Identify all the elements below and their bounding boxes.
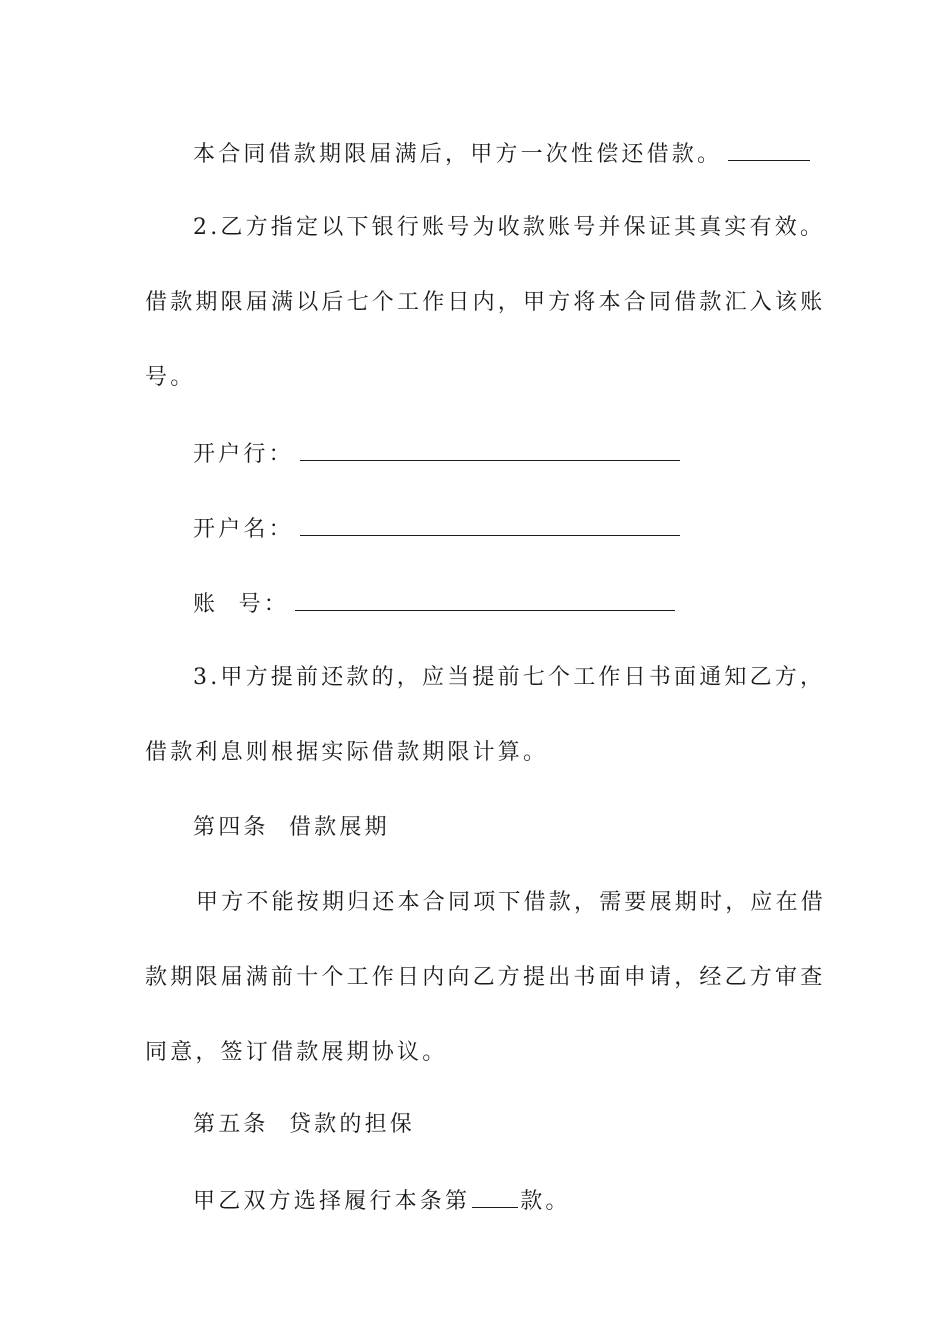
text: 3.甲方提前还款的，应当提前七个工作日书面通知乙方， — [193, 665, 826, 690]
article-5-line-1 — [193, 1185, 571, 1217]
article-4-line-3 — [145, 1038, 447, 1068]
paragraph-repayment — [193, 138, 810, 170]
text: 款期限届满前十个工作日内向乙方提出书面申请，经乙方审查 — [145, 965, 826, 990]
clause-2-line-1 — [193, 213, 825, 243]
text: 借款期限届满以后七个工作日内，甲方将本合同借款汇入该账 — [145, 290, 826, 315]
account-number-field — [193, 588, 675, 620]
clause-3-line-2 — [145, 738, 548, 768]
text: 本合同借款期限届满后，甲方一次性偿还借款。 — [193, 142, 723, 167]
article-4-line-1 — [196, 888, 826, 918]
fill-blank — [295, 588, 675, 611]
text: 借款利息则根据实际借款期限计算。 — [145, 740, 549, 765]
fill-blank — [472, 1185, 518, 1208]
text: 甲方不能按期归还本合同项下借款，需要展期时，应在借 — [196, 890, 827, 915]
article-4-heading — [193, 813, 390, 843]
bank-name-field — [193, 438, 680, 470]
fill-blank — [300, 438, 680, 461]
text: 同意，签订借款展期协议。 — [145, 1040, 448, 1065]
account-name-field — [193, 513, 680, 545]
text: 2.乙方指定以下银行账号为收款账号并保证其真实有效。 — [193, 215, 826, 240]
article-5-heading — [193, 1110, 415, 1140]
text: 甲乙双方选择履行本条第 — [193, 1189, 471, 1214]
fill-blank — [728, 138, 810, 161]
article-4-line-2 — [145, 963, 825, 993]
field-label: 开户行： — [193, 442, 294, 467]
clause-2-line-2 — [145, 288, 825, 318]
fill-blank — [300, 513, 680, 536]
heading: 第四条 借款展期 — [193, 815, 390, 840]
field-label: 开户名： — [193, 517, 294, 542]
text: 款。 — [520, 1189, 571, 1214]
clause-2-line-3 — [145, 363, 195, 393]
clause-3-line-1 — [193, 663, 825, 693]
heading: 第五条 贷款的担保 — [193, 1112, 415, 1137]
field-label: 账 号： — [193, 592, 289, 617]
text: 号。 — [145, 365, 196, 390]
